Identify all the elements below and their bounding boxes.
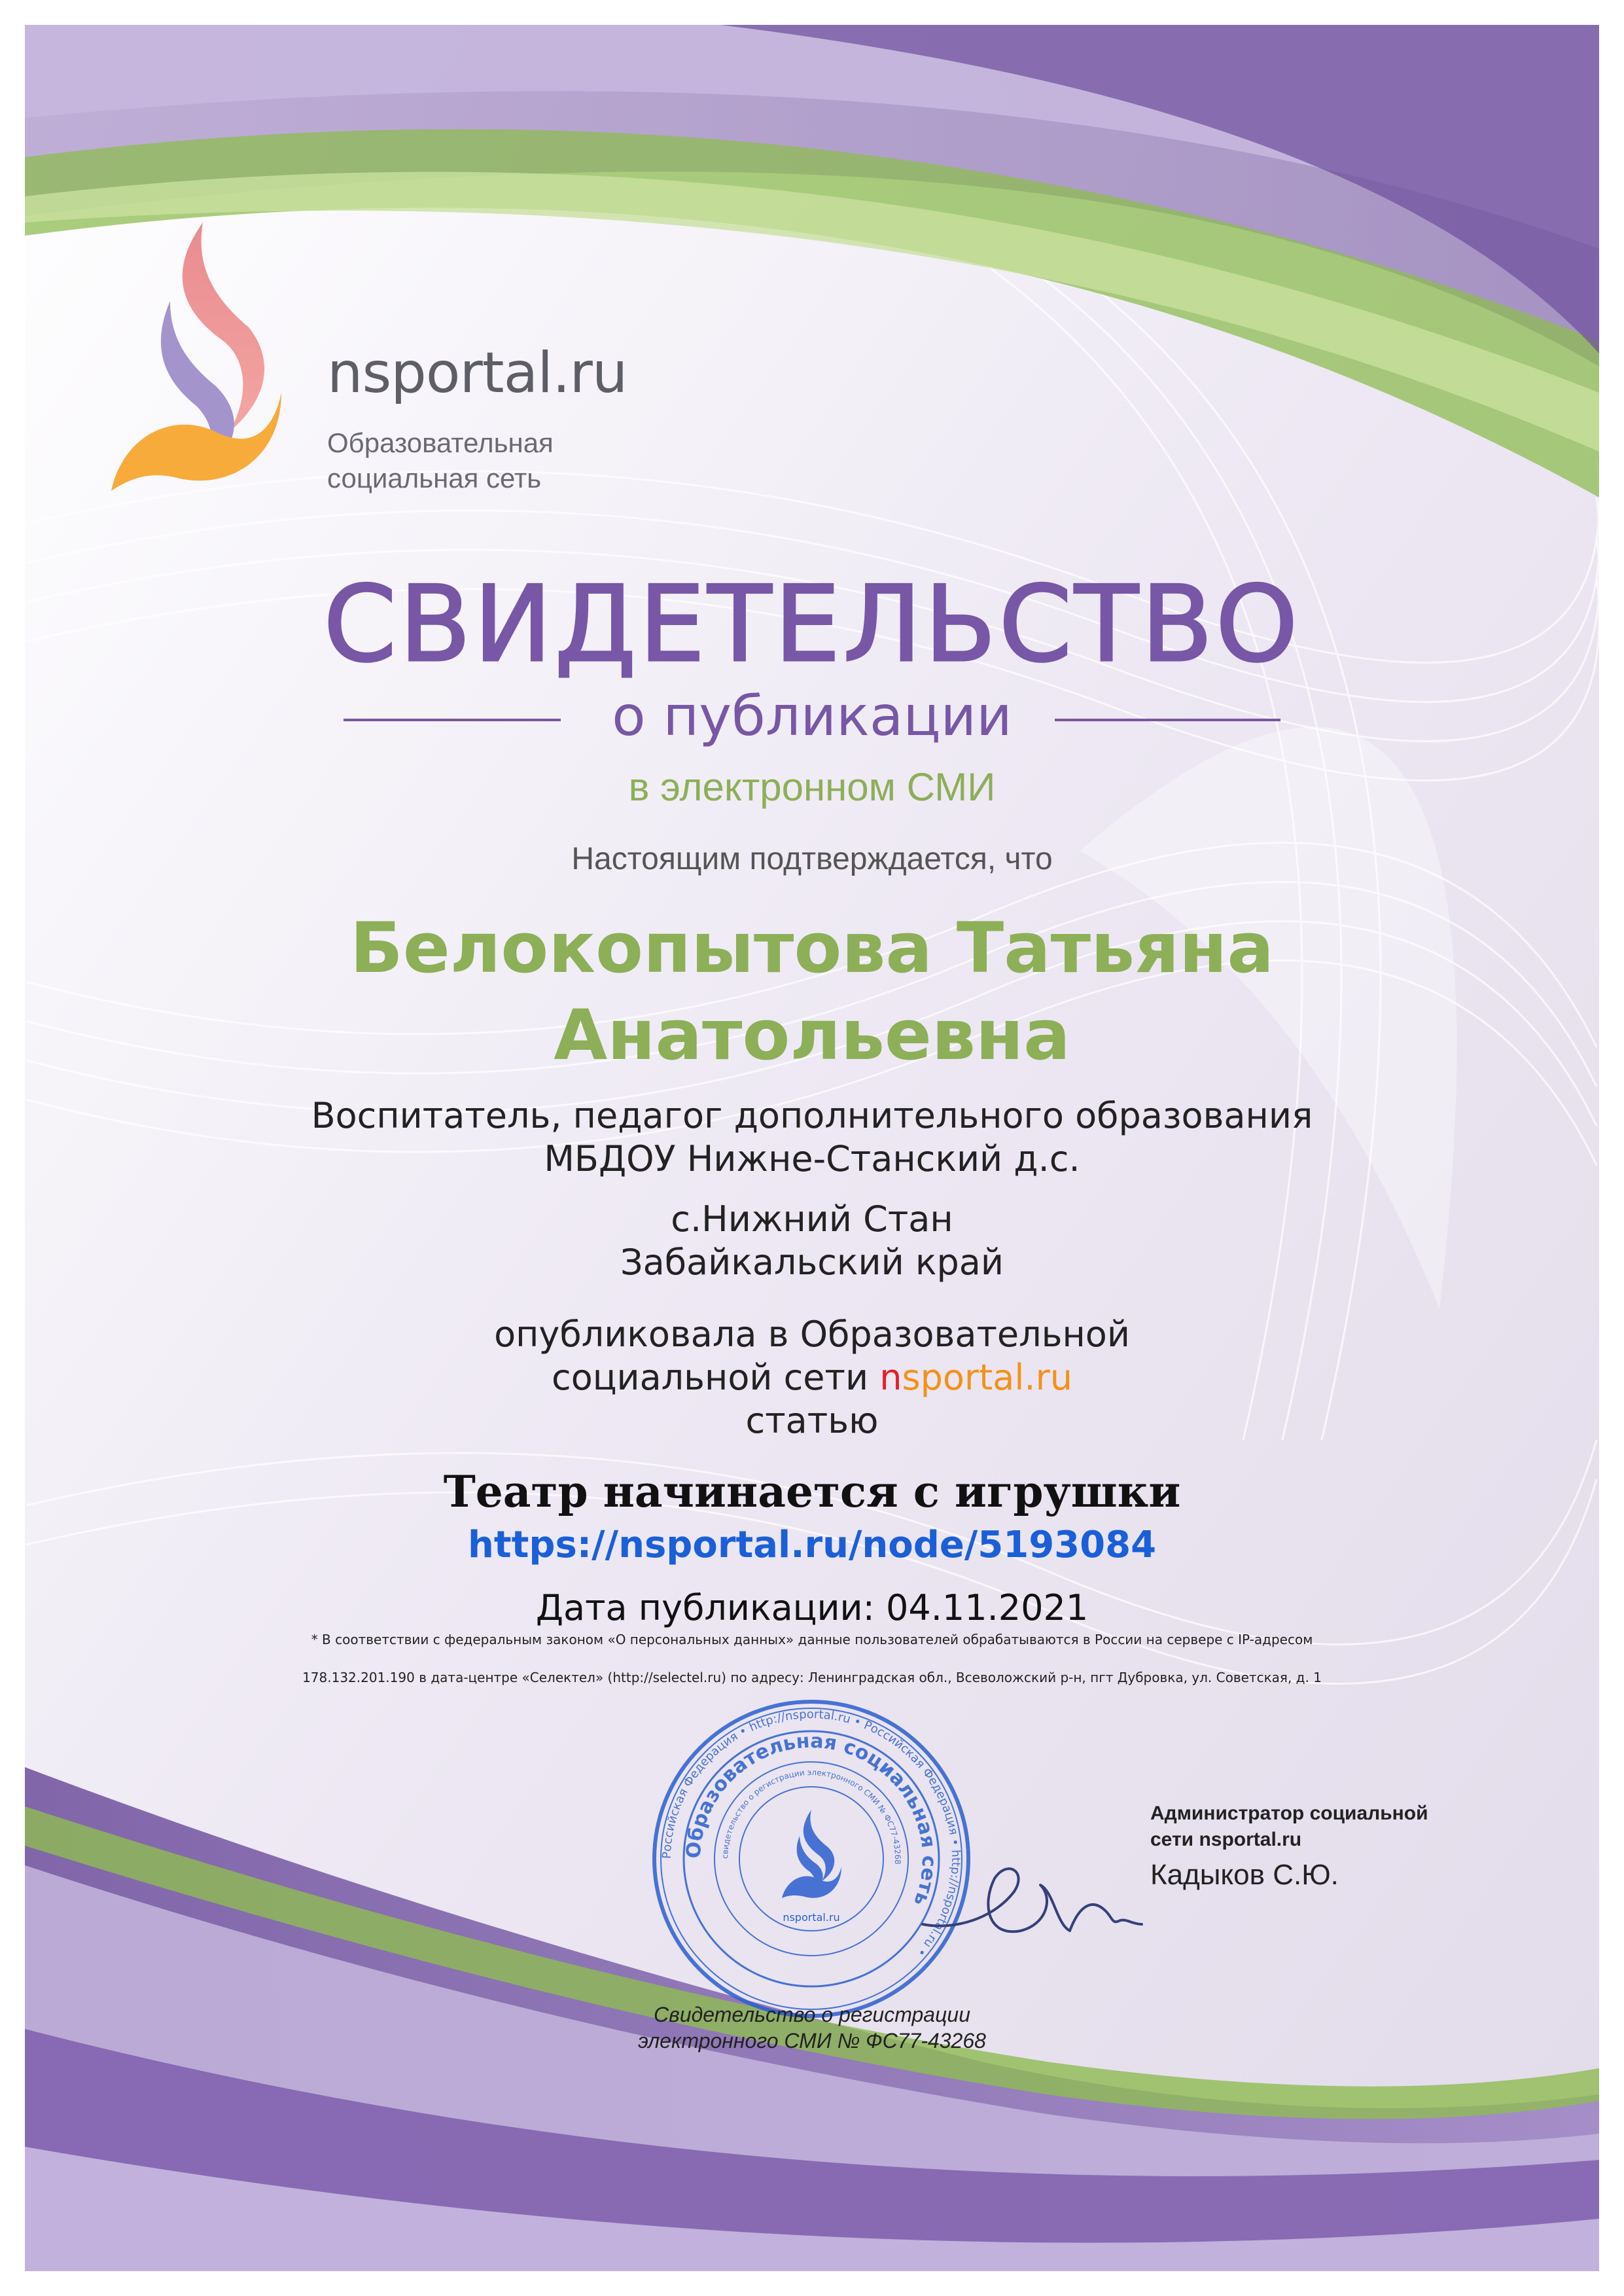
admin-title <box>1150 1801 1428 1853</box>
admin-title-line2: сети nsportal.ru <box>1150 1829 1302 1850</box>
admin-signature <box>916 1833 1145 1964</box>
brand-rest: sportal.ru <box>902 1357 1072 1398</box>
svg-text:свидетельство о регистрации эл <box>720 1768 902 1865</box>
certificate-subtitle-secondary: в электронном СМИ <box>628 765 996 809</box>
person-position: Воспитатель, педагог дополнительного образования <box>311 1095 1313 1136</box>
admin-name: Кадыков С.Ю. <box>1150 1859 1339 1891</box>
published-line2 <box>0 1356 1624 1399</box>
logo-subtitle <box>327 425 554 496</box>
person-organization: МБДОУ Нижне-Станский д.с. <box>544 1138 1080 1179</box>
brand-n: n <box>879 1357 902 1398</box>
logo-subtitle-line1: Образовательная <box>327 427 554 458</box>
nsportal-logo-icon <box>98 216 294 504</box>
published-line1: опубликовала в Образовательной <box>494 1314 1130 1355</box>
person-city: с.Нижний Стан <box>671 1198 953 1240</box>
stamp-outer-text: Российская Федерация • http://nsportal.ru • Российская Федерация • http://nsportal.ru • <box>660 1707 963 1960</box>
certificate-title: СВИДЕТЕЛЬСТВО <box>323 563 1301 685</box>
person-name-line2: Анатольевна <box>554 995 1070 1075</box>
registration-line1: Свидетельство о регистрации <box>654 2003 970 2026</box>
certificate-subtitle: о публикации <box>612 684 1012 748</box>
confirm-text: Настоящим подтверждается, что <box>571 842 1053 876</box>
logo-subtitle-line2: социальная сеть <box>327 463 542 493</box>
publication-date: Дата публикации: 04.11.2021 <box>535 1587 1089 1628</box>
published-line2-prefix: социальной сети <box>552 1357 869 1398</box>
stamp-logo-icon <box>782 1810 841 1898</box>
stamp-middle-text: Образовательная социальная сеть <box>682 1729 941 1909</box>
person-region: Забайкальский край <box>620 1242 1004 1283</box>
published-line3: статью <box>745 1400 879 1441</box>
footnote-line1: * В соответствии с федеральным законом «О персональных данных» данные пользователей обрабатываются в России на сервере с IP-адресом <box>311 1632 1313 1647</box>
article-link[interactable]: https://nsportal.ru/node/5193084 <box>467 1524 1157 1566</box>
person-name-line1: Белокопытова Татьяна <box>350 908 1274 988</box>
footnote-line2: 178.132.201.190 в дата-центре «Селектел» (http://selectel.ru) по адресу: Ленинградская обл., Всеволожский р-н, пгт Дубровка, ул. Советская, д. 1 <box>302 1670 1322 1685</box>
logo-name: nsportal.ru <box>327 340 627 406</box>
admin-title-line1: Администратор социальной <box>1150 1803 1428 1824</box>
registration-line2: электронного СМИ № ФС77-43268 <box>638 2029 986 2053</box>
stamp-inner-text: свидетельство о регистрации электронного СМИ № ФС77-43268 <box>720 1767 903 1865</box>
title-rule-right <box>1055 719 1280 721</box>
article-title: Театр начинается с игрушки <box>443 1466 1181 1517</box>
stamp-center-label: nsportal.ru <box>783 1911 840 1924</box>
